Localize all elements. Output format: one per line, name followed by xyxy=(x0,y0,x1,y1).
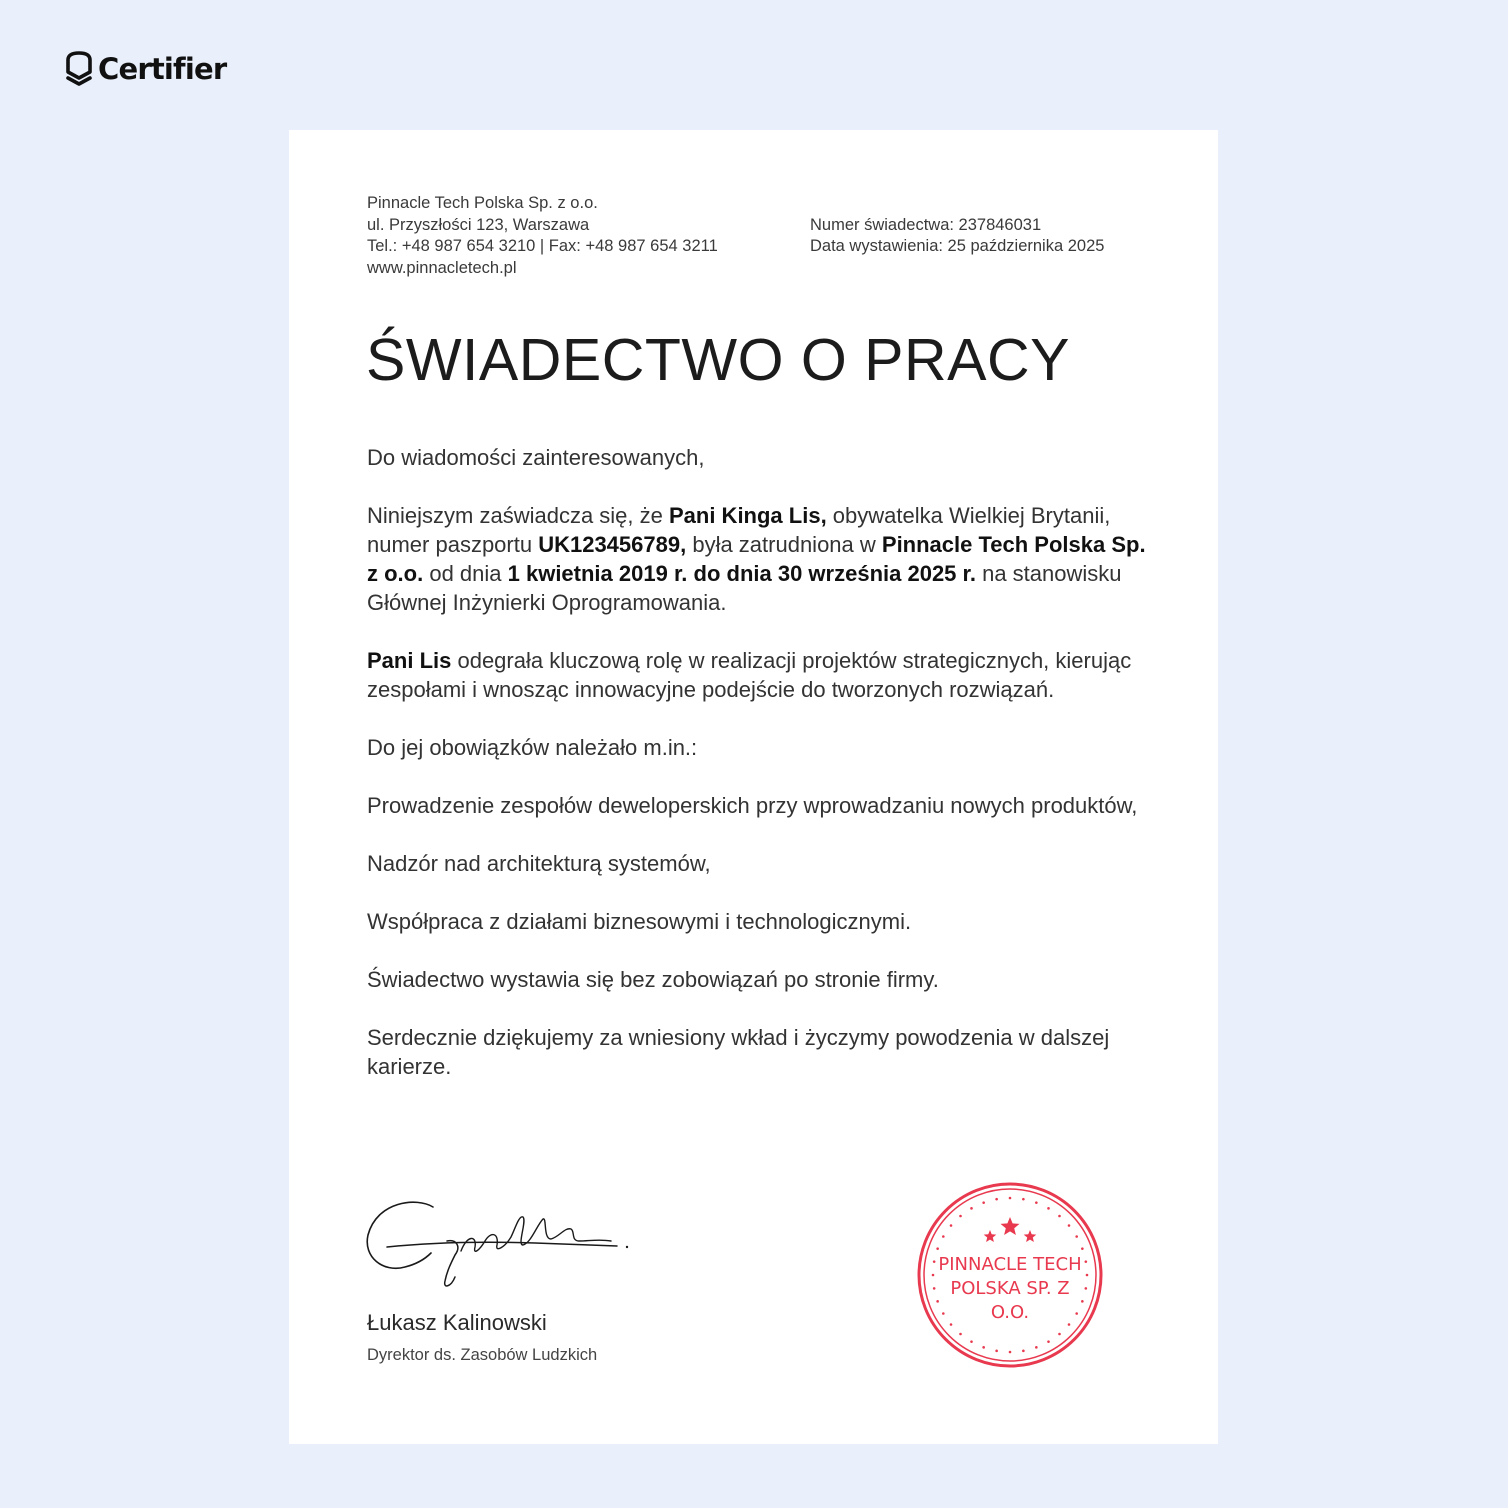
stamp-dot xyxy=(950,1323,953,1326)
stamp-line-2: POLSKA SP. Z xyxy=(950,1278,1070,1299)
duties-intro: Do jej obowiązków należało m.in.: xyxy=(367,735,698,760)
intro-text-3: była zatrudniona w xyxy=(686,532,882,557)
intro-text-4: od dnia xyxy=(423,561,508,586)
signer-role: Dyrektor ds. Zasobów Ludzkich xyxy=(367,1346,598,1364)
intro-text-1: Niniejszym zaświadcza się, że xyxy=(367,503,669,528)
stamp-dot xyxy=(1075,1235,1078,1238)
stamp-dot xyxy=(936,1300,939,1303)
stamp-line-3: O.O. xyxy=(990,1302,1030,1323)
employee-name: Pani Kinga Lis, xyxy=(668,503,827,528)
company-name-line: Pinnacle Tech Polska Sp. z o.o. xyxy=(367,194,598,212)
role-paragraph xyxy=(367,646,1157,704)
stamp-dot xyxy=(970,1207,973,1210)
stamp-dot xyxy=(1085,1260,1088,1263)
issue-date: Data wystawienia: 25 października 2025 xyxy=(810,237,1105,256)
stamp-dot xyxy=(1009,1351,1012,1354)
stamp-star-icon xyxy=(1001,1217,1020,1235)
thanks: Serdecznie dziękujemy za wniesiony wkład i życzymy powodzenia w dalszej karierze. xyxy=(367,1025,1110,1079)
duty-item: Nadzór nad architekturą systemów, xyxy=(367,851,711,876)
employment-period: 1 kwietnia 2019 r. do dnia 30 września 2025 r. xyxy=(507,561,976,586)
disclaimer: Świadectwo wystawia się bez zobowiązań po stronie firmy. xyxy=(367,967,939,992)
brand-name: Certifier xyxy=(98,52,227,86)
intro-paragraph xyxy=(367,501,1157,617)
signer-name: Łukasz Kalinowski xyxy=(367,1310,547,1335)
intro-text-5: na stanowisku Głównej Inżynierki Oprogramowania. xyxy=(367,561,1122,615)
stamp-dot xyxy=(1085,1287,1088,1290)
certificate-meta xyxy=(810,215,1190,258)
stamp-dot xyxy=(959,1215,962,1218)
duty-item: Prowadzenie zespołów deweloperskich przy wprowadzaniu nowych produktów, xyxy=(367,793,1138,818)
document-title: ŚWIADECTWO O PRACY xyxy=(366,327,1070,393)
certifier-logo xyxy=(64,50,226,88)
stamp-dot xyxy=(1009,1197,1012,1200)
certificate-document xyxy=(289,130,1218,1444)
stamp-dot xyxy=(995,1198,998,1201)
stamp-dot xyxy=(1022,1198,1025,1201)
intro-text-2: obywatelka Wielkiej Brytanii, numer paszportu xyxy=(367,503,1111,557)
stamp-dot xyxy=(932,1274,935,1277)
company-info xyxy=(367,193,787,280)
stamp-dot xyxy=(1068,1224,1071,1227)
stamp-dot xyxy=(1058,1215,1061,1218)
stamp-star-icon xyxy=(984,1230,997,1242)
stamp-line-1: PINNACLE TECH xyxy=(938,1254,1082,1275)
stamp-dot xyxy=(1086,1274,1089,1277)
stamp-dot xyxy=(942,1312,945,1315)
stamp-dot xyxy=(936,1247,939,1250)
stamp-dot xyxy=(995,1350,998,1353)
duty-item: Współpraca z działami biznesowymi i technologicznymi. xyxy=(367,909,912,934)
stamp-dot xyxy=(1068,1323,1071,1326)
shield-logo-icon xyxy=(64,50,94,88)
employer-name: Pinnacle Tech Polska Sp. z o.o. xyxy=(367,532,1146,586)
stamp-dot xyxy=(1075,1312,1078,1315)
stamp-dot xyxy=(933,1287,936,1290)
company-website-line: www.pinnacletech.pl xyxy=(367,259,517,278)
stamp-dot xyxy=(970,1340,973,1343)
stamp-dot xyxy=(1081,1300,1084,1303)
passport-number: UK123456789, xyxy=(538,532,687,557)
stamp-dot xyxy=(933,1260,936,1263)
handwritten-signature xyxy=(365,1195,635,1295)
document-body xyxy=(367,443,1157,1110)
stamp-dot xyxy=(982,1346,985,1349)
greeting: Do wiadomości zainteresowanych, xyxy=(367,445,705,470)
company-stamp xyxy=(916,1181,1104,1369)
stamp-dot xyxy=(1047,1340,1050,1343)
company-address-line: ul. Przyszłości 123, Warszawa xyxy=(367,215,590,234)
stamp-dot xyxy=(982,1201,985,1204)
stamp-dot xyxy=(950,1224,953,1227)
stamp-dot xyxy=(1058,1333,1061,1336)
employee-short-name: Pani Lis xyxy=(367,648,452,673)
stamp-dot xyxy=(959,1333,962,1336)
stamp-dot xyxy=(1035,1201,1038,1204)
role-text: odegrała kluczową rolę w realizacji projektów strategicznych, kierując zespołami i wnosząc innowacyjne podejście do tworzonych rozwiązań. xyxy=(367,648,1132,702)
stamp-dot xyxy=(1047,1207,1050,1210)
stamp-dot xyxy=(1022,1350,1025,1353)
stamp-dot xyxy=(942,1235,945,1238)
stamp-dot xyxy=(1081,1247,1084,1250)
stamp-dot xyxy=(1035,1346,1038,1349)
company-phone-line: Tel.: +48 987 654 3210 | Fax: +48 987 654 3211 xyxy=(367,237,718,256)
certificate-number: Numer świadectwa: 237846031 xyxy=(810,215,1042,234)
stamp-star-icon xyxy=(1024,1230,1037,1242)
